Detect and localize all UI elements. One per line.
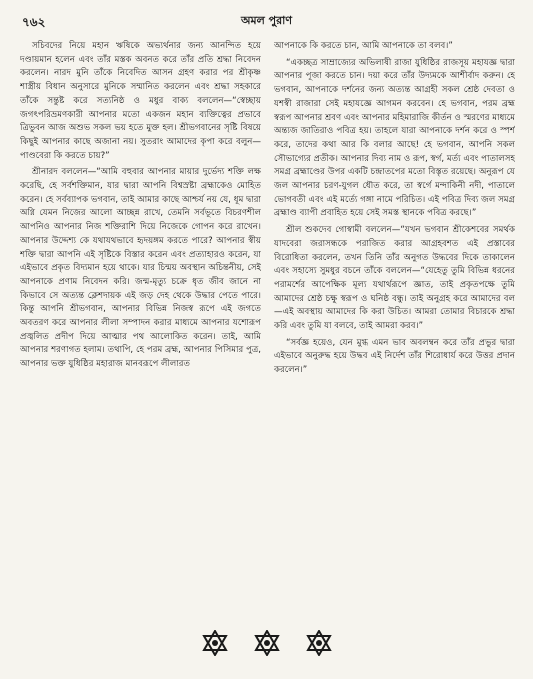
left-column	[20, 40, 261, 600]
page-number: ৭৬২	[22, 15, 46, 29]
star-ornament-icon	[202, 630, 228, 656]
two-column-body	[20, 40, 515, 600]
right-paragraph-2: “একচ্ছত্র সাম্রাজ্যের অভিলাষী রাজা যুধিষ্ঠির রাজসূয় মহাযজ্ঞ দ্বারা আপনার পূজা করতে চান। দয়া করে তাঁর উদ্যমকে আশীর্বাদ করুন। হে ভগবান, আপনাকে দর্শনের জন্য অত্যন্ত আগ্রহী সকল শ্রেষ্ঠ দেবতা ও যশস্বী রাজারা সেই মহাযজ্ঞে আগমন করবেন। হে ভগবান, পরম ব্রহ্ম স্বরূপ আপনার শ্রবণ এবং আপনার মহিমারাজি কীর্তন ও স্মরণের মাধ্যমে অন্ত্যজ জাতিরাও পবিত্র হয়। তাহলে যারা আপনাকে দর্শন করে ও স্পর্শ করে, তাদের কথা আর কি বলার আছে! হে ভগবান, আপনি সকল সৌভাগ্যের প্রতীক। আপনার দিব্য নাম ও রূপ, স্বর্গ, মর্ত্য এবং পাতালসহ সমগ্র ব্রহ্মাণ্ডের উপর একটি চন্দ্রাতপের মতো বিস্তৃত রয়েছে। অনুরূপ যে জল আপনার চরণ-যুগল ধৌত করে, তা স্বর্গে মন্দাকিনী নদী, পাতালে ভোগবতী এবং এই মর্ত্যে গঙ্গা নামে পরিচিত। এই পবিত্র দিব্য জল সমগ্র ব্রহ্মাণ্ড ব্যাপী প্রবাহিত হয়ে সেই সমস্ত স্থানকে পবিত্র করছে।”	[274, 57, 515, 219]
right-paragraph-1: আপনাকে কি করতে চান, আমি আপনাকে তা বলব।”	[274, 41, 453, 51]
star-ornament-icon	[254, 630, 280, 656]
right-column	[274, 40, 515, 600]
left-paragraph-2: শ্রীনারদ বললেন—“আমি বহুবার আপনার মায়ার দুর্ভেদ্য শক্তি লক্ষ করেছি, হে সর্বশক্তিমান, যার দ্বারা আপনি বিশ্বস্রষ্টা ব্রহ্মাকেও মোহিত করেন। হে সর্বব্যাপক ভগবান, তাই আমার কাছে আশ্চর্য নয় যে, ধূম দ্বারা অগ্নি যেমন নিজের আলো আচ্ছন্ন রাখে, তেমনি সর্বভূতে বিচরণশীল আপনিও আপনার নিজ শক্তিরাশি দিয়ে নিজেকে গোপন করে রাখেন। আপনার উদ্দেশ্য কে যথাযথভাবে হৃদয়ঙ্গম করতে পারে? আপনার স্বীয় শক্তি দ্বারা আপনি এই সৃষ্টিকে বিস্তার করেন এবং প্রত্যাহারও করেন, যা এইভাবে প্রকৃত বিদ্যমান হয়ে থাকে। যার চিন্ময় অবস্থান অচিন্তনীয়, সেই আপনাকে প্রণাম নিবেদন করি। জন্ম-মৃত্যু চক্রে ধৃত জীব জানে না কিভাবে সে অত্যন্ত ক্লেশদায়ক এই জড় দেহ থেকে উদ্ধার পেতে পারে। কিন্তু আপনি শ্রীভগবান, আপনার বিভিন্ন নিজস্ব রূপে এই জগতে অবতরণ করে আপনার লীলা সম্পাদন করার মাধ্যমে আপনার যশোরূপ প্রজ্বলিত প্রদীপ দিয়ে আত্মার পথ আলোকিত করেন। তাই, আমি আপনার শরণাগত হলাম। তথাপি, হে পরম ব্রহ্ম, আপনার পিসিমার পুত্র, আপনার ভক্ত যুধিষ্ঠির মহারাজ মানবরূপে লীলারত	[20, 167, 261, 370]
ornament-row	[0, 630, 533, 656]
star-ornament-icon	[306, 630, 332, 656]
right-paragraph-4: “সর্বজ্ঞ হয়েও, যেন মুগ্ধ এমন ভাব অবলম্বন করে তাঁর প্রভুর দ্বারা এইভাবে অনুরুদ্ধ হয়ে উদ্ধব এই নির্দেশ তাঁর শিরোধার্য করে উত্তর প্রদান করলেন।”	[274, 337, 515, 376]
left-paragraph-1: সচিবদের নিয়ে মহান ঋষিকে অভ্যর্থনার জন্য আনন্দিত হয়ে দণ্ডায়মান হলেন এবং তাঁর মস্তক অবনত করে তাঁর প্রতি শ্রদ্ধা নিবেদন করলেন। নারদ মুনি তাঁকে নিবেদিত আসন গ্রহণ করার পর শ্রীকৃষ্ণ শাস্ত্রীয় বিধান অনুসারে মুনিকে সম্মানিত করলেন এবং শ্রদ্ধা সহকারে তাঁকে সন্তুষ্ট করে সত্যনিষ্ঠ ও মধুর বাক্য বললেন—“স্বেচ্ছায় জগৎপরিভ্রমণকারী আপনার মতো একজন মহান ব্যক্তিত্বের প্রভাবে ত্রিভুবন আজ অশুভ সকল ভয় হতে মুক্ত হল। শ্রীভগবানের সৃষ্টি বিষয়ে কিছুই আপনার কাছে অজানা নয়। সুতরাং আমাদের কৃপা করে বলুন—পাণ্ডবেরা কি করতে চায়?”	[20, 41, 261, 161]
right-paragraph-3: শ্রীল শুকদেব গোস্বামী বললেন—“যখন ভগবান শ্রীকেশবের সমর্থক যাদবেরা জরাসন্ধকে পরাজিত করার আগ্রহবশত এই প্রস্তাবের বিরোধিতা করলেন, তখন তিনি তাঁর অনুগত উদ্ধবের দিকে তাকালেন এবং সহাস্যে সুমধুর বচনে তাঁকে বললেন—“যেহেতু তুমি বিভিন্ন ধরনের পরামর্শের আপেক্ষিক মূল্য যথার্থরূপে জ্ঞাত, তাই প্রকৃতপক্ষে তুমি আমাদের শ্রেষ্ঠ চক্ষু স্বরূপ ও ঘনিষ্ঠ বন্ধু। তাই অনুগ্রহ করে আমাদের বল—এই অবস্থায় আমাদের কি করা উচিত। আমরা তোমার বিচারকে শ্রদ্ধা করি এবং তুমি যা বলবে, তাই আমরা করব।”	[274, 225, 515, 332]
running-title: অমল পুরাণ	[240, 14, 293, 27]
